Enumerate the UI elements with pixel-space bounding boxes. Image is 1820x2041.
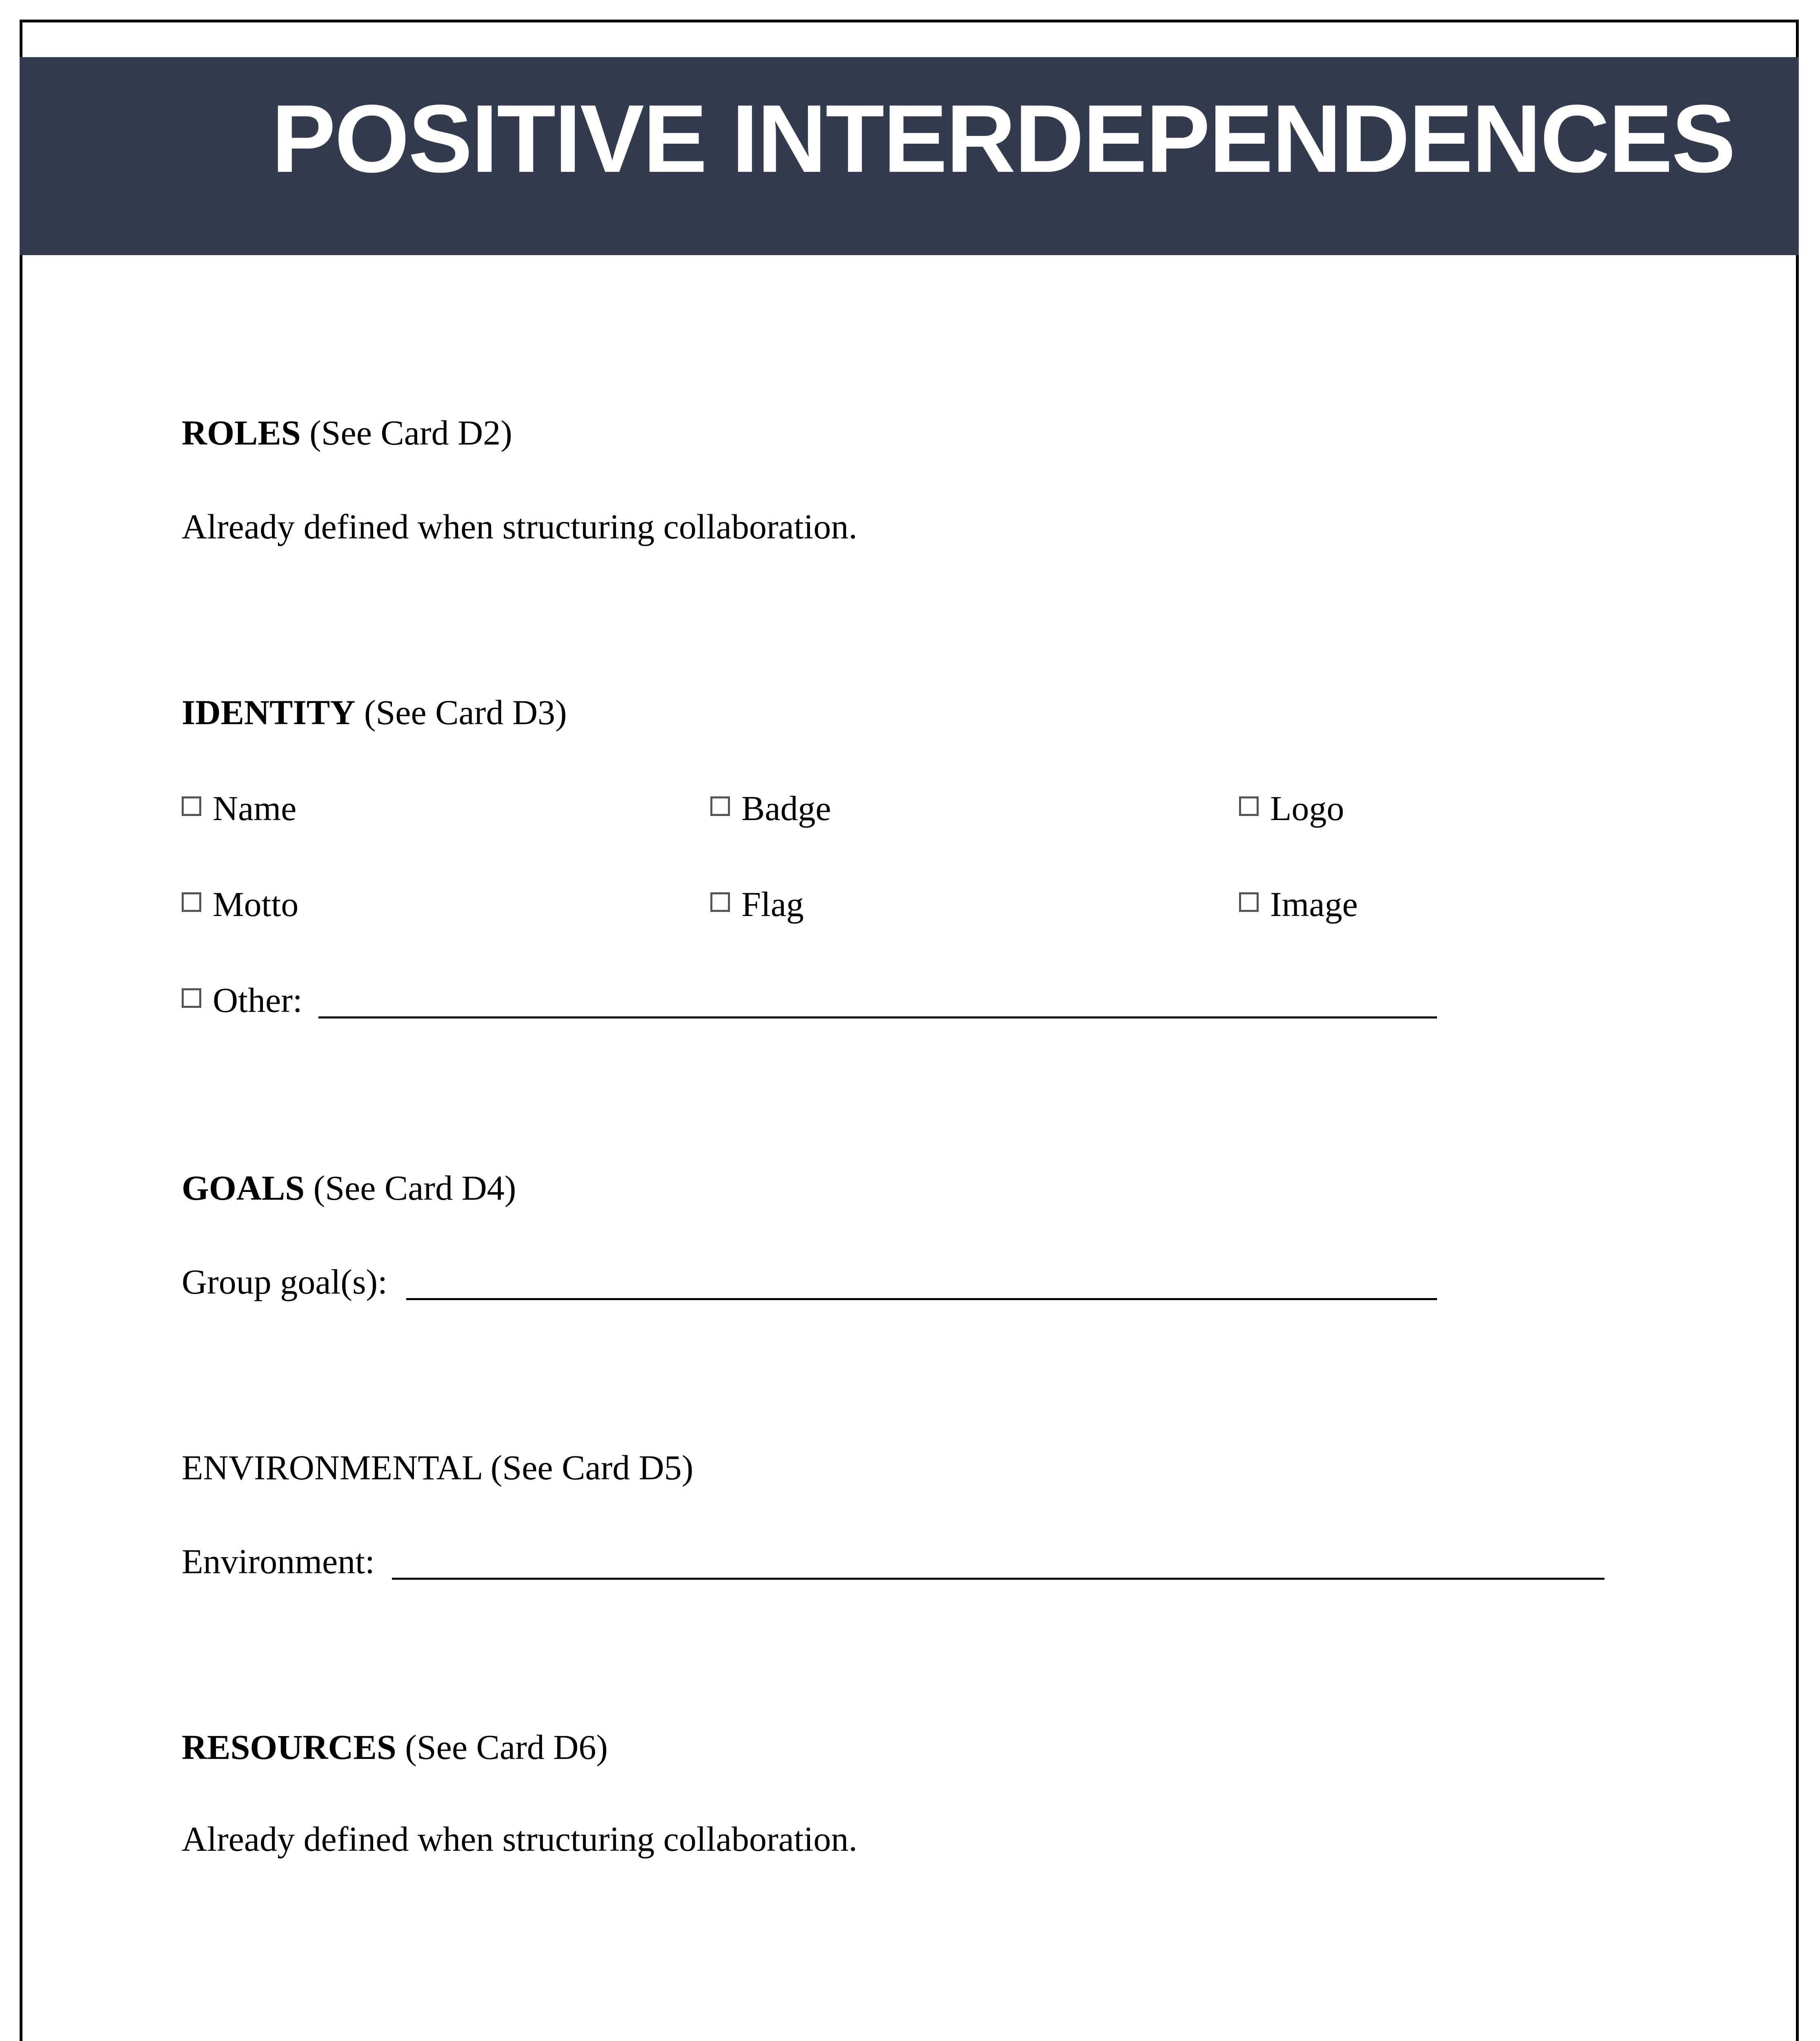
resources-description: Already defined when structuring collaboration. xyxy=(182,1819,857,1859)
identity-heading xyxy=(182,690,567,735)
group-goals-underline xyxy=(406,1298,1437,1300)
identity-option-name[interactable] xyxy=(182,786,296,831)
group-goals-input[interactable] xyxy=(406,1261,1437,1298)
identity-option-label: Logo xyxy=(1270,789,1344,828)
roles-heading xyxy=(182,410,512,455)
identity-option-label: Image xyxy=(1270,885,1358,924)
identity-option-other[interactable] xyxy=(182,978,303,1023)
goals-heading xyxy=(182,1165,516,1210)
environment-underline xyxy=(392,1578,1604,1580)
identity-other-label: Other: xyxy=(213,980,303,1020)
checkbox-icon[interactable] xyxy=(710,892,730,912)
identity-option-motto[interactable] xyxy=(182,882,298,927)
checkbox-icon[interactable] xyxy=(710,796,730,816)
checkbox-icon[interactable] xyxy=(182,796,201,816)
identity-option-image[interactable] xyxy=(1239,882,1358,927)
checkbox-icon[interactable] xyxy=(1239,892,1259,912)
identity-card-reference: (See Card D3) xyxy=(364,693,567,732)
identity-option-label: Flag xyxy=(741,885,804,924)
identity-other-input[interactable] xyxy=(318,980,1437,1016)
roles-heading-label: ROLES xyxy=(182,413,301,452)
environment-label: Environment: xyxy=(182,1542,375,1581)
resources-heading xyxy=(182,1725,608,1770)
environmental-heading: ENVIRONMENTAL (See Card D5) xyxy=(182,1448,694,1487)
identity-option-logo[interactable] xyxy=(1239,786,1344,831)
page-title: POSITIVE INTERDEPENDENCES xyxy=(271,85,1735,193)
environment-input[interactable] xyxy=(392,1541,1604,1578)
identity-option-badge[interactable] xyxy=(710,786,831,831)
group-goals-label: Group goal(s): xyxy=(182,1262,387,1301)
checkbox-icon[interactable] xyxy=(182,988,201,1008)
checkbox-icon[interactable] xyxy=(1239,796,1259,816)
roles-description: Already defined when structuring collaboration. xyxy=(182,507,857,546)
identity-option-label: Motto xyxy=(213,885,299,924)
identity-option-label: Badge xyxy=(741,789,831,828)
identity-heading-label: IDENTITY xyxy=(182,693,356,732)
resources-heading-label: RESOURCES xyxy=(182,1728,396,1767)
identity-other-underline xyxy=(318,1016,1437,1018)
identity-option-flag[interactable] xyxy=(710,882,804,927)
checkbox-icon[interactable] xyxy=(182,892,201,912)
roles-card-reference: (See Card D2) xyxy=(309,413,512,452)
resources-card-reference: (See Card D6) xyxy=(405,1728,608,1767)
goals-card-reference: (See Card D4) xyxy=(313,1168,516,1207)
identity-option-label: Name xyxy=(213,789,297,828)
goals-heading-label: GOALS xyxy=(182,1168,305,1207)
